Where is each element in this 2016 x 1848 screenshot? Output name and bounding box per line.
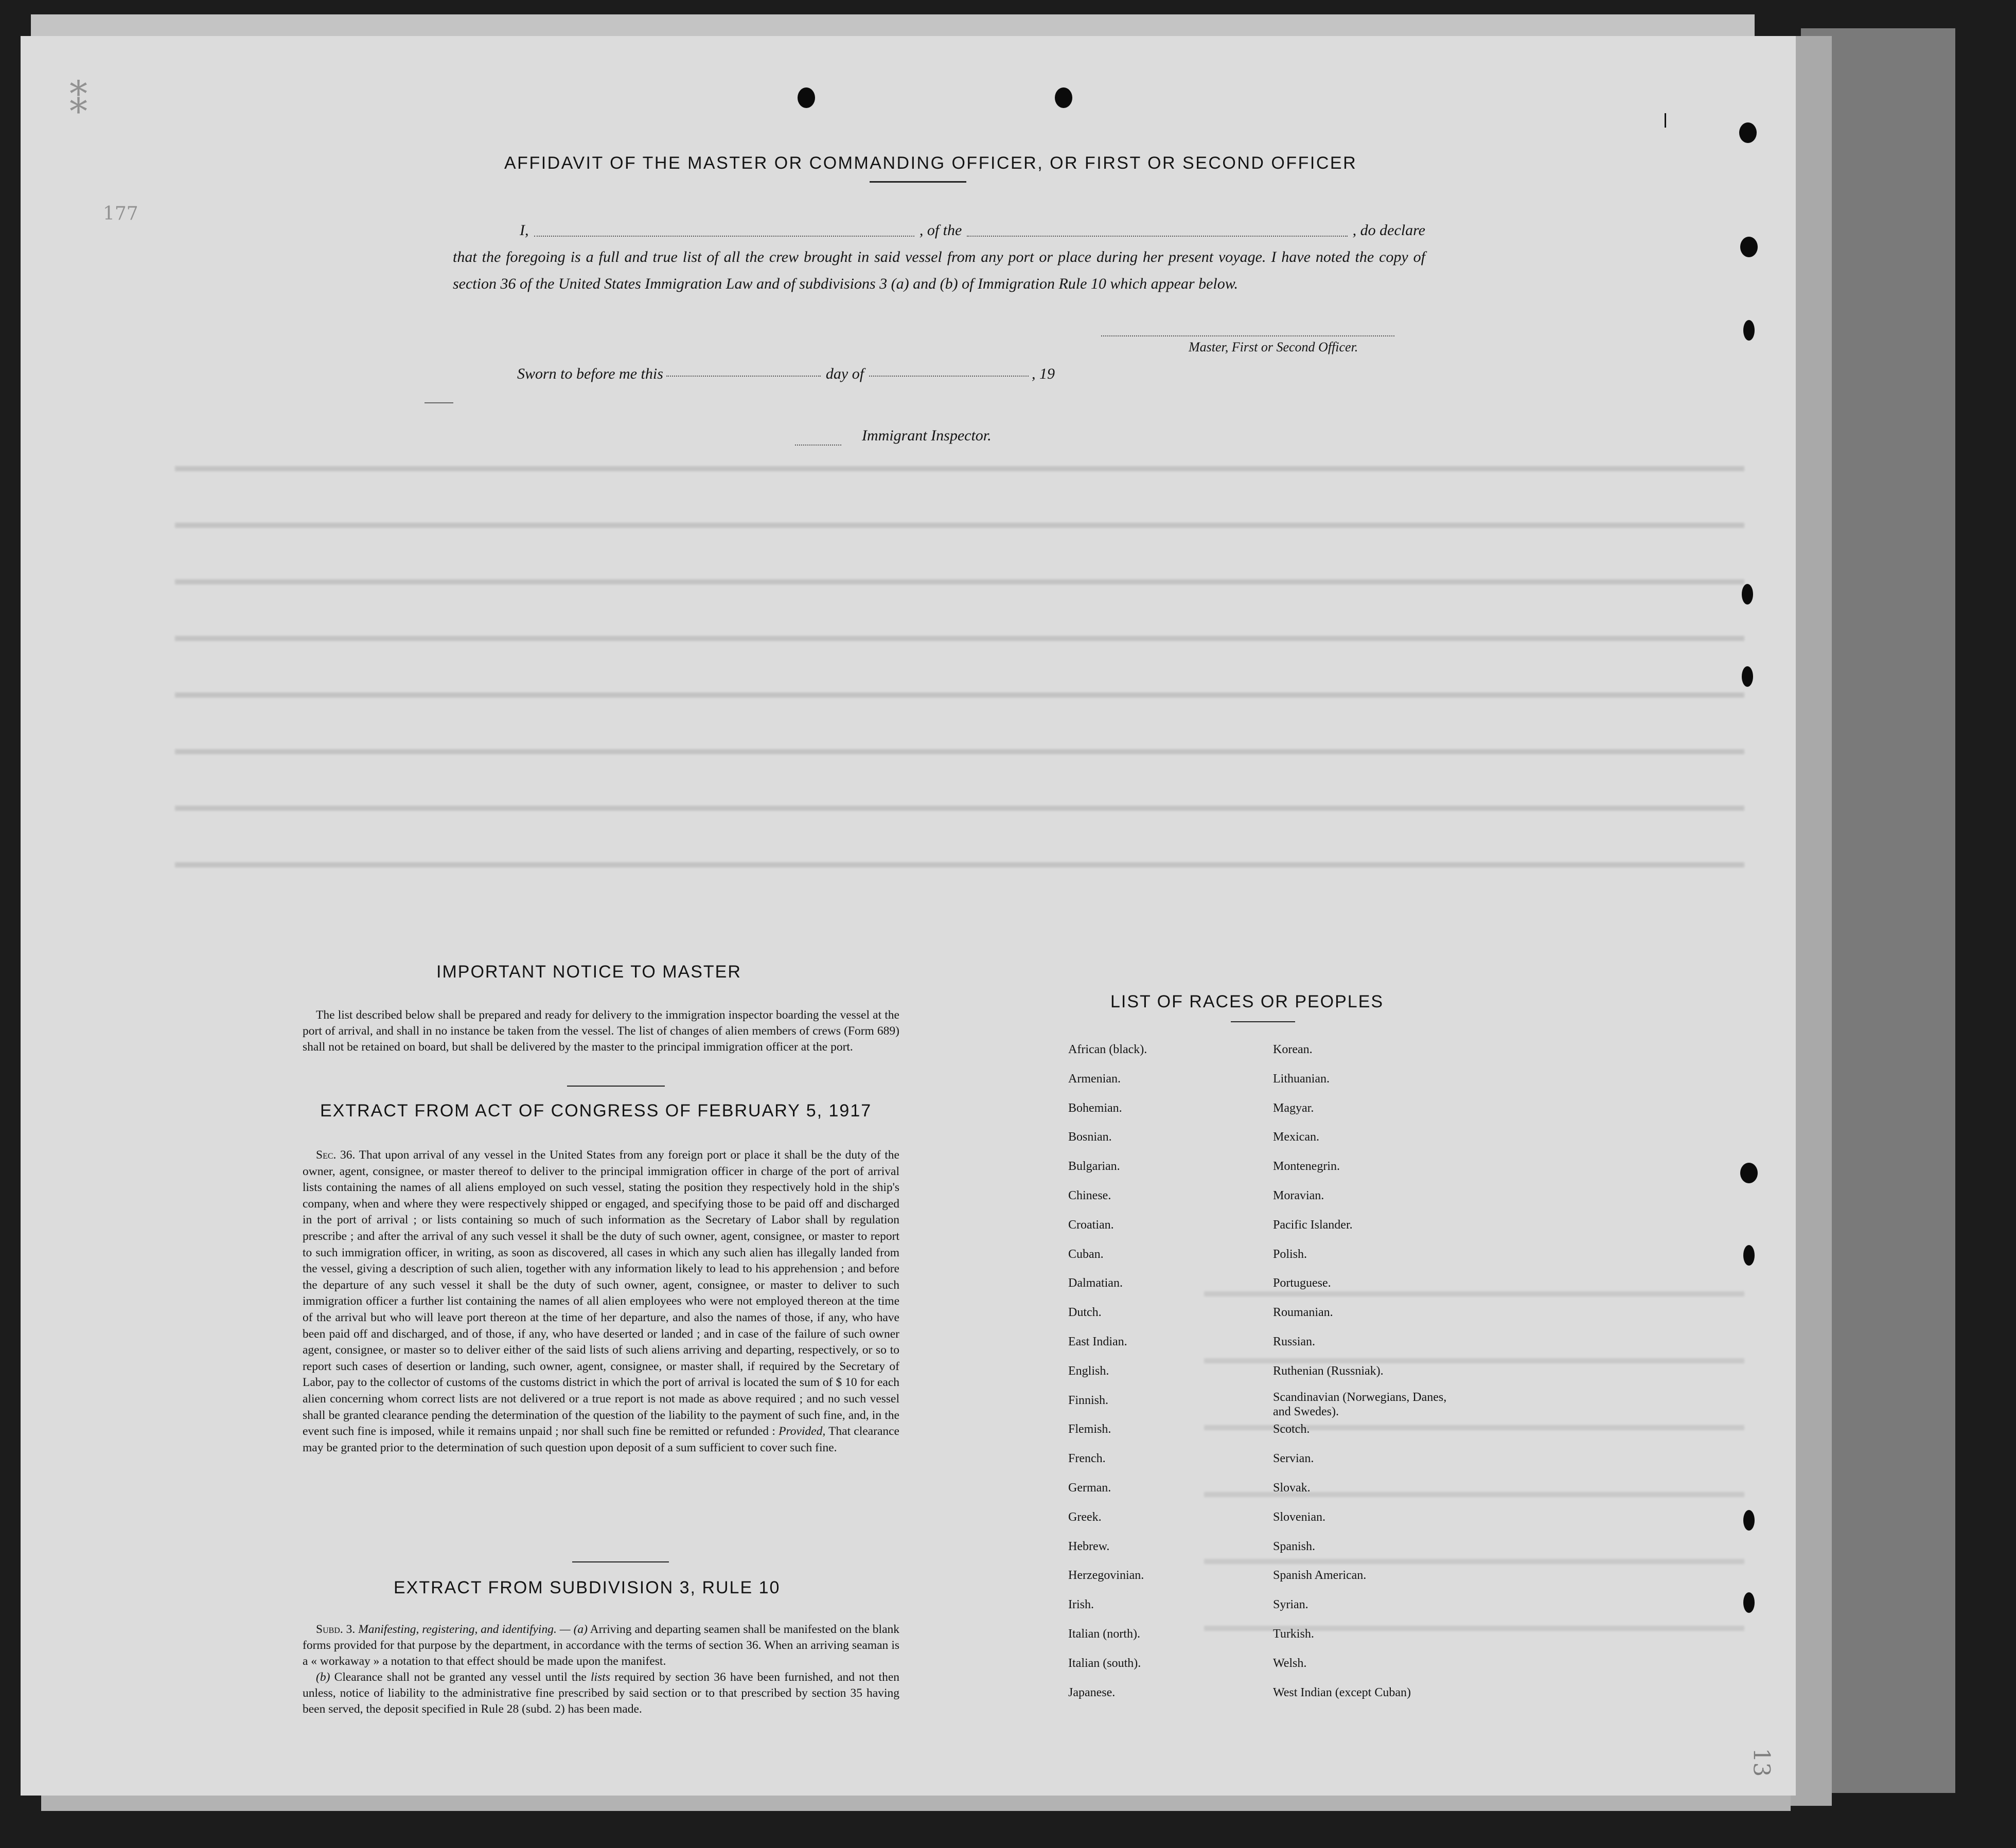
day-blank[interactable] [666, 365, 821, 377]
ink-mark [1665, 113, 1666, 128]
clause-b-text: Clearance shall not be granted any vessel until the [334, 1671, 587, 1684]
month-blank[interactable] [869, 365, 1029, 377]
punch-hole-icon [1740, 1163, 1758, 1183]
race-item: Bohemian. [1068, 1101, 1122, 1115]
punch-hole-icon [1739, 122, 1757, 143]
race-item: East Indian. [1068, 1335, 1127, 1348]
race-item: Dutch. [1068, 1306, 1102, 1320]
sworn-text: day of [825, 365, 864, 382]
race-item: Spanish. [1273, 1539, 1316, 1553]
punch-hole-icon [1743, 1245, 1755, 1266]
affidavit-text: , of the [919, 222, 962, 239]
affidavit-statement: that the foregoing is a full and true list of all the crew brought in said vessel from any port or place during her present voyage. I have noted the copy of section 36 of the United States Immigration Law and of subdivisions 3 (a) and (b) of Immigration Rule 10 which appear below. [453, 248, 1425, 292]
handwritten-mark: ⁑ [69, 80, 87, 122]
divider [567, 1086, 665, 1087]
inspector-signature-blank[interactable] [795, 445, 841, 446]
race-item: Moravian. [1273, 1188, 1324, 1202]
clause-b-lists: lists [591, 1671, 610, 1684]
handwritten-page-number: 13 [1748, 1748, 1775, 1777]
subdivision-3-text [303, 1622, 899, 1717]
race-item: Slovak. [1273, 1481, 1311, 1495]
race-item: Cuban. [1068, 1247, 1104, 1261]
signature-blank[interactable] [1101, 335, 1394, 336]
race-item: Italian (south). [1068, 1656, 1141, 1670]
race-item: Portuguese. [1273, 1276, 1331, 1290]
races-list-left [1068, 1039, 1147, 1711]
punch-hole-icon [1743, 1592, 1755, 1613]
signature-label: Master, First or Second Officer. [1189, 340, 1358, 354]
race-item: Greek. [1068, 1510, 1102, 1524]
race-item: Herzegovinian. [1068, 1569, 1144, 1583]
punch-hole-icon [798, 87, 815, 108]
race-item: Flemish. [1068, 1423, 1111, 1436]
race-item: Hebrew. [1068, 1539, 1110, 1553]
race-item: Mexican. [1273, 1130, 1319, 1144]
race-item: Irish. [1068, 1598, 1094, 1612]
punch-hole-icon [1742, 584, 1753, 605]
act-extract-heading: EXTRACT FROM ACT OF CONGRESS OF FEBRUARY 5, 1917 [320, 1101, 872, 1121]
notice-body [303, 1007, 899, 1055]
race-item: African (black). [1068, 1043, 1147, 1056]
race-item: Japanese. [1068, 1685, 1116, 1699]
race-item: Lithuanian. [1273, 1072, 1330, 1086]
race-item: Chinese. [1068, 1188, 1111, 1202]
affidavit-text: I, [520, 222, 529, 239]
section-label: Sec. 36. [316, 1148, 356, 1162]
race-item: Pacific Islander. [1273, 1218, 1353, 1232]
race-item: Turkish. [1273, 1627, 1314, 1641]
clause-a-label: — (a) [559, 1623, 588, 1636]
affidavit-title: AFFIDAVIT OF THE MASTER OR COMMANDING OFFICER, OR FIRST OR SECOND OFFICER [504, 153, 1357, 173]
race-item: Spanish American. [1273, 1569, 1367, 1583]
race-item: French. [1068, 1452, 1106, 1466]
races-list-right [1273, 1039, 1458, 1711]
notice-heading: IMPORTANT NOTICE TO MASTER [436, 962, 741, 982]
race-item: Dalmatian. [1068, 1276, 1123, 1290]
vessel-blank[interactable] [967, 217, 1347, 237]
race-item: Croatian. [1068, 1218, 1114, 1232]
race-item: Magyar. [1273, 1101, 1314, 1115]
sworn-line [517, 365, 1109, 383]
race-item: English. [1068, 1364, 1109, 1378]
race-item: West Indian (except Cuban) [1273, 1685, 1411, 1699]
race-item: Slovenian. [1273, 1510, 1325, 1524]
race-item: Syrian. [1273, 1598, 1308, 1612]
subdivision-label: Subd. 3. [316, 1623, 356, 1636]
race-item: Scandinavian (Norwegians, Danes, and Swedes). [1273, 1390, 1447, 1418]
proviso-text: That clearance may be granted prior to the determination of such question upon deposit of a sum sufficient to cover such fine. [303, 1425, 899, 1454]
bleed-through-text [175, 437, 1744, 900]
race-item: Welsh. [1273, 1656, 1307, 1670]
race-item: German. [1068, 1481, 1111, 1495]
clause-b-text: required by section 36 have been furnished, and not then unless, notice of liability to the administrative fine prescribed by said section or to that prescribed by section 35 having been served, the deposit specified in Rule 28 (subd. 2) has been made. [303, 1671, 900, 1716]
race-item: Russian. [1273, 1335, 1316, 1348]
proviso-label: Provided, [779, 1425, 826, 1438]
race-item: Armenian. [1068, 1072, 1121, 1086]
divider [1231, 1021, 1295, 1022]
name-blank[interactable] [534, 217, 914, 237]
affidavit-declaration-line [453, 217, 1425, 244]
race-item: Ruthenian (Russniak). [1273, 1364, 1384, 1378]
section-36-text [303, 1147, 899, 1456]
divider [572, 1561, 669, 1562]
race-item: Bosnian. [1068, 1130, 1112, 1144]
race-item: Korean. [1273, 1043, 1313, 1056]
race-item: Finnish. [1068, 1393, 1109, 1407]
race-item: Bulgarian. [1068, 1160, 1120, 1174]
punch-hole-icon [1743, 320, 1755, 341]
punch-hole-icon [1740, 237, 1758, 257]
race-item: Servian. [1273, 1452, 1314, 1466]
sworn-text: , 19 [1032, 365, 1055, 382]
sworn-text: Sworn to before me this [517, 365, 663, 382]
punch-hole-icon [1055, 87, 1072, 108]
section-body: That upon arrival of any vessel in the United States from any foreign port or place it shall be the duty of the owner, agent, consignee, or master thereof to deliver to the principal immigration officer in charge of the port of arrival lists containing the names of all aliens employed on such vessel, stating the position they respectively hold in the ship's company, when and where they were respectively shipped or engaged, and specifying those to be paid off and discharged in the port of arrival ; or lists containing so much of such information as the Secretary of Labor shall by regulation prescribe ; and after the arrival of any such vessel it shall be the duty of such owner, agent, consignee, or master to report to such immigration officer, in writing, as soon as discovered, all cases in which any such alien has illegally landed from the vessel, giving a description of such alien, together with any information likely to lead to his apprehension ; and before the departure of any such vessel it shall be the duty of such owner, agent, consignee, or master to deliver to such immigration officer a further list containing the names of all alien employees who were not employed thereon at the time of the arrival but who will leave port thereon at the time of her departure, and also the names of those, if any, who have been paid off and discharged, and of those, if any, who have deserted or landed ; and in case of the failure of such owner agent, consignee, or master so to deliver either of the said lists of such aliens arriving and departing, respectively, or so to report such cases of desertion or landing, such owner, agent, consignee, or master shall, if required by the Secretary of Labor, pay to the collector of customs of the customs district in which the port of arrival is located the sum of $ 10 for each alien concerning whom correct lists are not delivered or a true report is not made as above required ; and no such vessel shall be granted clearance pending the determination of the question of the liability to the payment of such fine, and, in the event such fine is imposed, while it remains unpaid ; nor shall such fine be remitted or refunded : [303, 1148, 899, 1438]
notice-text: The list described below shall be prepared and ready for delivery to the immigration inspector boarding the vessel at the port of arrival, and shall in no instance be taken from the vessel. The list of changes of alien members of crews (Form 689) shall not be retained on board, but shall be delivered by the master to the principal immigration officer at the port. [303, 1008, 899, 1054]
race-item: Montenegrin. [1273, 1160, 1340, 1174]
punch-hole-icon [1743, 1510, 1755, 1531]
race-item: Scotch. [1273, 1423, 1310, 1436]
clause-b-label: (b) [316, 1671, 330, 1684]
manifest-page [21, 36, 1796, 1796]
punch-hole-icon [1742, 666, 1753, 687]
race-item: Roumanian. [1273, 1306, 1333, 1320]
affidavit-body [453, 217, 1425, 297]
subdivision-title: Manifesting, registering, and identifying. [358, 1623, 557, 1636]
divider [425, 402, 453, 403]
race-item: Italian (north). [1068, 1627, 1140, 1641]
clause-a-text: Arriving and departing seamen shall be manifested on the blank forms provided for that purpose by the department, in accordance with the terms of section 36. When an arriving seaman is a « workaway » a notation to that effect should be made upon the manifest. [303, 1623, 899, 1668]
handwritten-page-number: 177 [103, 203, 138, 224]
affidavit-text: , do declare [1352, 222, 1425, 239]
inspector-label: Immigrant Inspector. [862, 427, 992, 444]
races-heading: LIST OF RACES OR PEOPLES [1110, 992, 1384, 1011]
divider [870, 181, 966, 183]
race-item: Polish. [1273, 1247, 1307, 1261]
rule-extract-heading: EXTRACT FROM SUBDIVISION 3, RULE 10 [394, 1578, 781, 1597]
